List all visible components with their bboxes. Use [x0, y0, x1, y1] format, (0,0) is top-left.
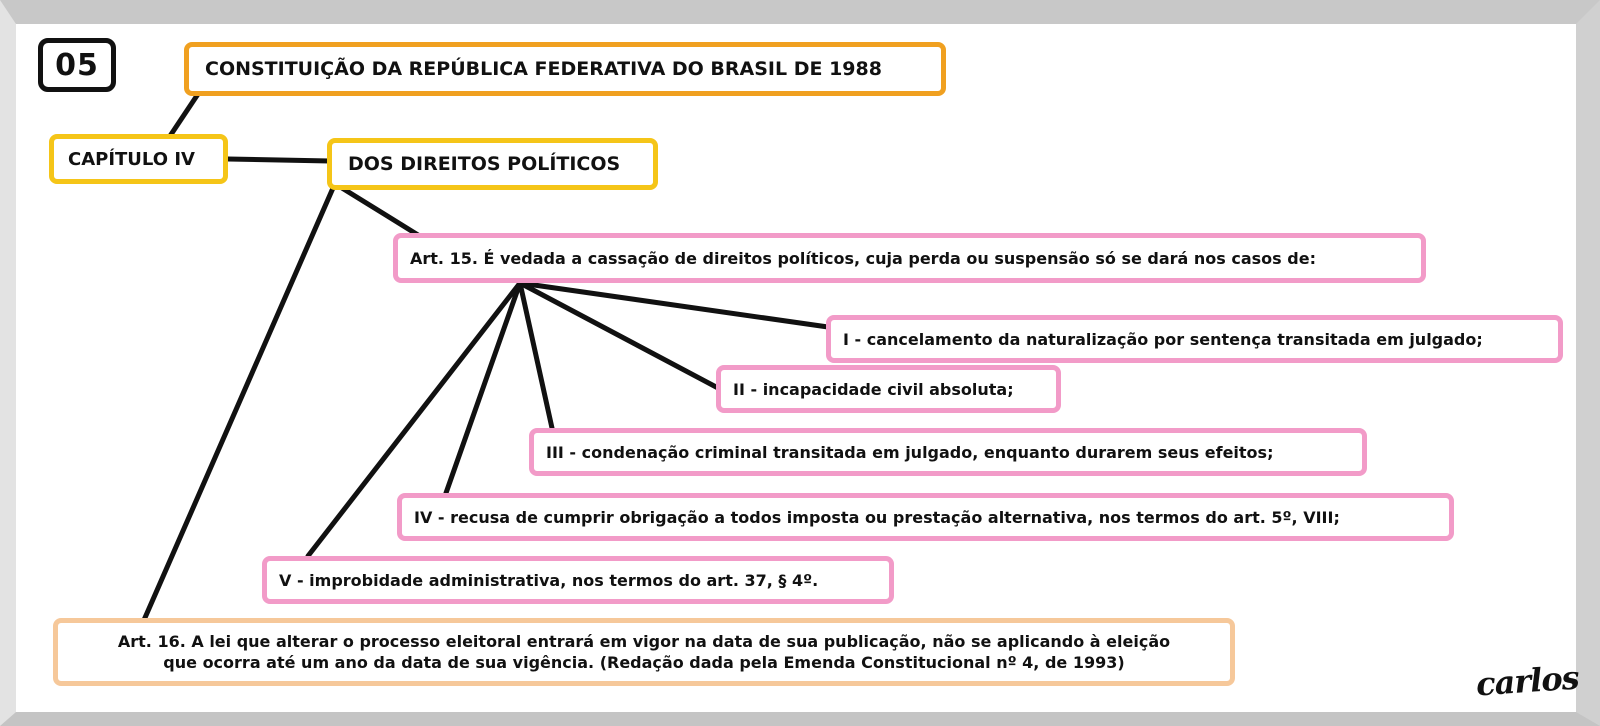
art16-text: [118, 631, 1170, 673]
art15-item-text: III - condenação criminal transitada em julgado, enquanto durarem seus efeitos;: [546, 442, 1274, 462]
art15-item-2: [716, 365, 1061, 413]
connector-title-chapter: [170, 94, 198, 136]
art15-item-3: [529, 428, 1367, 476]
art15-item-4: [397, 493, 1454, 541]
chapter-box: [49, 134, 228, 184]
constitution-title: CONSTITUIÇÃO DA REPÚBLICA FEDERATIVA DO BRASIL DE 1988: [205, 58, 882, 80]
connector-section-art15: [342, 188, 418, 235]
art16-box: [53, 618, 1235, 686]
page-number: 05: [55, 47, 99, 83]
section-box: [327, 138, 658, 190]
art16-line-1: Art. 16. A lei que alterar o processo eleitoral entrará em vigor na data de sua publicação, não se aplicando à eleição: [117, 632, 1171, 651]
art15-item-5: [262, 556, 894, 604]
art15-item-text: I - cancelamento da naturalização por sentença transitada em julgado;: [843, 329, 1483, 349]
art15-item-text: IV - recusa de cumprir obrigação a todos imposta ou prestação alternativa, nos termos do art. 5º, VIII;: [414, 507, 1340, 527]
art15-text: Art. 15. É vedada a cassação de direitos políticos, cuja perda ou suspensão só se dará nos casos de:: [410, 248, 1316, 268]
connector-art15-item-3: [520, 283, 552, 428]
constitution-title-box: [184, 42, 946, 96]
connector-chapter-section: [228, 159, 330, 161]
art15-item-1: [826, 315, 1563, 363]
art16-line-2: que ocorra até um ano da data de sua vigência. (Redação dada pela Emenda Constitucional nº 4, de 1993): [163, 653, 1125, 672]
connector-art15-item-4: [446, 283, 520, 493]
art15-box: [393, 233, 1426, 283]
art15-item-text: II - incapacidade civil absoluta;: [733, 379, 1014, 399]
author-signature: carlos: [1474, 658, 1580, 704]
chapter-label: CAPÍTULO IV: [68, 148, 195, 170]
section-label: DOS DIREITOS POLÍTICOS: [348, 153, 621, 175]
art15-item-text: V - improbidade administrativa, nos termos do art. 37, § 4º.: [279, 570, 819, 590]
page-number-badge: [38, 38, 116, 92]
